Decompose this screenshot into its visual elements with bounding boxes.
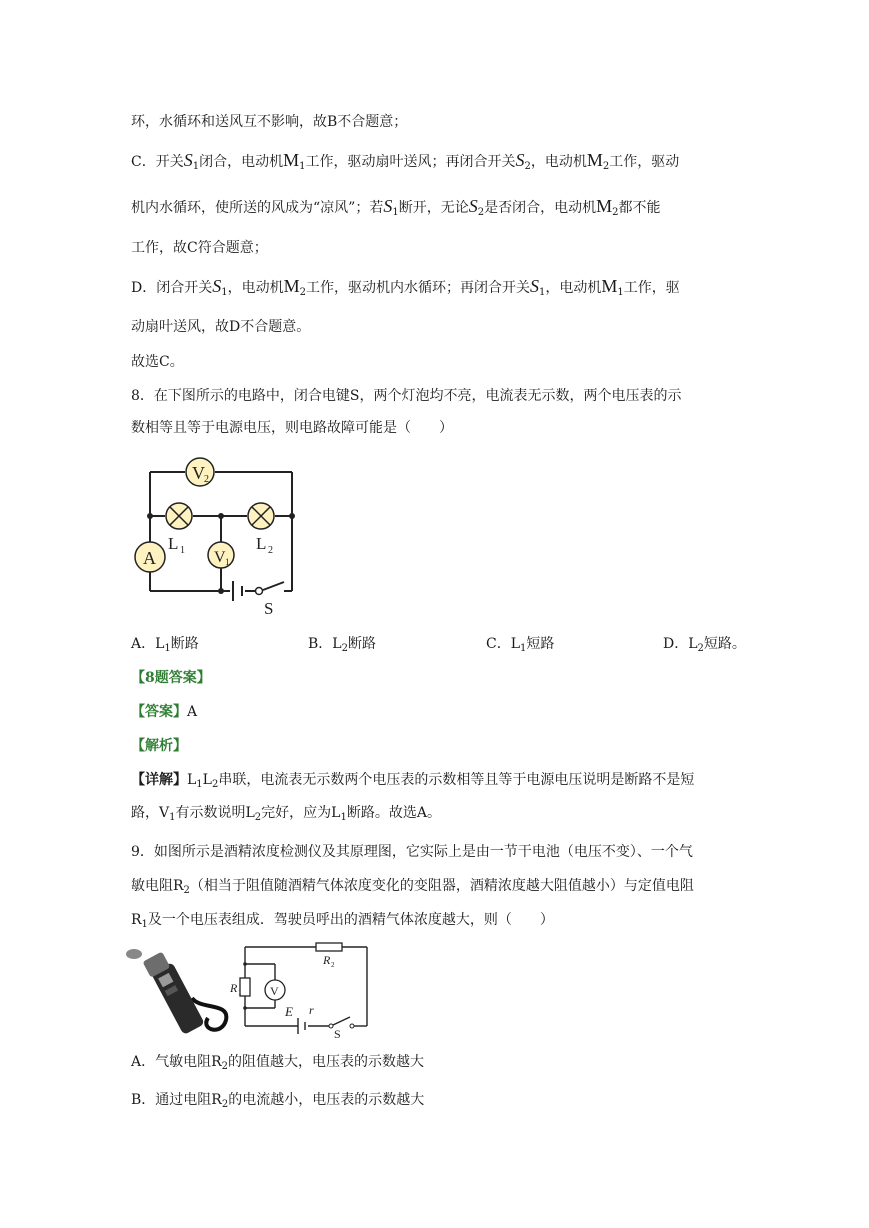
question-8-stem-1: 8．在下图所示的电路中，闭合电键S，两个灯泡均不亮，电流表无示数，两个电压表的示 [131, 388, 682, 404]
label-r1: R [230, 981, 238, 995]
svg-text:2: 2 [331, 961, 335, 969]
question-9-stem-3: $R_1$及一个电压表组成．驾驶员呼出的酒精气体浓度越大，则（ ） [131, 912, 554, 930]
question-9-stem-2: 敏电阻$R_2$（相当于阻值随酒精气体浓度变化的变阻器，酒精浓度越大阻值越小）与定值电阻 [131, 878, 694, 896]
svg-text:2: 2 [204, 474, 209, 485]
breathalyzer-device-icon [130, 940, 230, 1040]
q8-answer-header: 【8题答案】 [131, 670, 211, 686]
circuit-diagram-q9 [230, 940, 375, 1041]
question-8-stem-2: 数相等且等于电源电压，则电路故障可能是（ ） [131, 420, 453, 436]
q8-analysis-label: 【解析】 [131, 738, 187, 754]
svg-text:1: 1 [180, 545, 185, 556]
label-r2: R [323, 953, 331, 967]
svg-text:1: 1 [225, 557, 230, 567]
q8-detail-line-1: 【详解】$L_1L_2$串联，电流表无示数两个电压表的示数相等且等于电源电压说明是断路不是短 [131, 772, 695, 790]
q8-option-a: A．$L_1$断路 [131, 636, 199, 654]
lamp-l2-icon [248, 503, 274, 529]
option-d-line-2: 动扇叶送风，故D不合题意。 [131, 319, 311, 335]
option-c-line-2: 机内水循环，使所送的风成为“凉风”；若$S_1$断开，无论$S_2$是否闭合，电动机$M_2$都不能 [131, 196, 661, 218]
q8-option-d: D．$L_2$短路。 [663, 636, 746, 654]
ammeter-icon [135, 542, 165, 572]
svg-text:A: A [143, 548, 156, 568]
voltmeter-v2-icon [186, 458, 214, 486]
q9-option-b: B．通过电阻$R_2$的电流越小，电压表的示数越大 [131, 1092, 425, 1110]
svg-text:V: V [270, 984, 279, 998]
label-r: r [309, 1003, 314, 1017]
label-switch-q9: S [334, 1027, 341, 1041]
label-l1: L [168, 534, 179, 553]
q8-answer: 【答案】A [131, 704, 198, 720]
q8-option-b: B．$L_2$断路 [308, 636, 376, 654]
q9-option-a: A．气敏电阻$R_2$的阻值越大，电压表的示数越大 [131, 1054, 425, 1072]
voltmeter-v1-icon [208, 542, 234, 568]
final-answer-7: 故选C。 [131, 354, 184, 370]
label-switch: S [264, 599, 274, 618]
resistor-r2-icon [316, 943, 342, 951]
label-e: E [285, 1004, 293, 1019]
option-d-line-1: D．闭合开关$S_1$，电动机$M_2$工作，驱动机内水循环；再闭合开关$S_1$，电动机$M_1$工作，驱 [131, 276, 680, 298]
resistor-r1-icon [240, 978, 250, 996]
option-b-tail: 环，水循环和送风互不影响，故B不合题意； [131, 114, 408, 130]
svg-text:V: V [214, 549, 226, 566]
q8-detail-line-2: 路，$V_1$有示数说明$L_2$完好，应为$L_1$断路。故选A。 [131, 805, 441, 823]
q8-option-c: C．$L_1$短路 [486, 636, 555, 654]
circuit-diagram-q8 [130, 452, 305, 622]
label-l2: L [256, 534, 267, 553]
svg-text:V: V [192, 463, 205, 483]
svg-text:1: 1 [238, 989, 242, 997]
option-c-line-1: C．开关$S_1$闭合，电动机$M_1$工作，驱动扇叶送风；再闭合开关$S_2$，电动机$M_2$工作，驱动 [131, 150, 680, 172]
voltmeter-icon [265, 980, 285, 1000]
option-c-line-3: 工作，故C符合题意； [131, 240, 268, 256]
question-9-stem-1: 9．如图所示是酒精浓度检测仪及其原理图，它实际上是由一节干电池（电压不变）、一个气 [131, 844, 693, 860]
lamp-l1-icon [166, 503, 192, 529]
svg-text:2: 2 [268, 545, 273, 556]
